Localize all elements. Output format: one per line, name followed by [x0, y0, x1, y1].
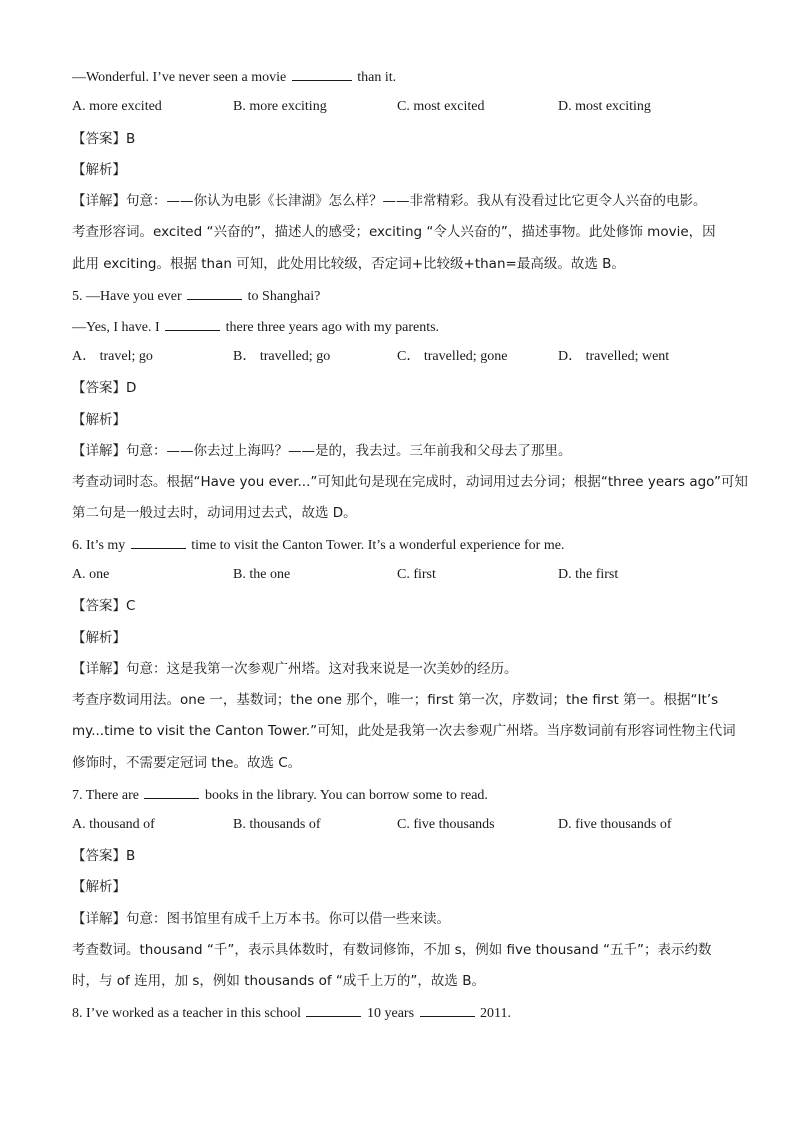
q5-blank-1 — [187, 286, 242, 300]
q6-detail-3: my...time to visit the Canton Tower.”可知，此处是我第一次去参观广州塔。当序数词前有形容词性物主代词 — [72, 723, 736, 739]
q4-stem-pre: —Wonderful. I’ve never seen a movie — [72, 70, 287, 85]
q8-stem — [72, 1003, 511, 1023]
q7-analysis: 【解析】 — [72, 879, 126, 895]
q4-blank — [292, 67, 352, 81]
q6-analysis: 【解析】 — [72, 630, 126, 646]
q5-option-b: B． travelled; go — [233, 349, 331, 364]
q4-analysis: 【解析】 — [72, 162, 126, 178]
q4-option-c: C. most excited — [397, 99, 485, 114]
q5-stem-2 — [72, 317, 439, 337]
q6-stem-pre: 6. It’s my — [72, 538, 126, 553]
q7-detail-1: 【详解】句意：图书馆里有成千上万本书。你可以借一些来读。 — [72, 911, 450, 927]
q4-detail-3: 此用 exciting。根据 than 可知，此处用比较级，否定词+比较级+than=最高级。故选 B。 — [72, 256, 625, 272]
q4-stem — [72, 67, 396, 87]
q6-option-c: C. first — [397, 567, 436, 582]
q5-detail-2: 考查动词时态。根据“Have you ever...”可知此句是现在完成时，动词用过去分词；根据“three years ago”可知 — [72, 474, 748, 490]
q8-stem-post: 2011. — [480, 1006, 512, 1021]
q5-stem-1-pre: 5. —Have you ever — [72, 289, 182, 304]
q4-option-d: D. most exciting — [558, 99, 651, 114]
q8-stem-mid: 10 years — [366, 1006, 415, 1021]
q5-blank-2 — [165, 317, 220, 331]
q4-option-b: B. more exciting — [233, 99, 327, 114]
q6-option-d: D. the first — [558, 567, 619, 582]
q7-option-d: D. five thousands of — [558, 817, 672, 832]
q5-stem-2-pre: —Yes, I have. I — [72, 320, 160, 335]
q6-blank — [131, 535, 186, 549]
q5-stem-1-post: to Shanghai? — [247, 289, 321, 304]
q7-answer: 【答案】B — [72, 848, 136, 864]
q6-option-b: B. the one — [233, 567, 291, 582]
q6-stem — [72, 535, 564, 555]
q4-answer: 【答案】B — [72, 131, 136, 147]
q6-options — [72, 566, 732, 584]
q5-stem-1 — [72, 286, 320, 306]
q7-blank — [144, 785, 199, 799]
q5-stem-2-post: there three years ago with my parents. — [225, 320, 440, 335]
q7-detail-3: 时，与 of 连用，加 s，例如 thousands of “成千上万的”，故选 B。 — [72, 973, 485, 989]
q5-option-c: C． travelled; gone — [397, 349, 508, 364]
q8-stem-pre: 8. I’ve worked as a teacher in this school — [72, 1006, 301, 1021]
q6-stem-post: time to visit the Canton Tower. It’s a wonderful experience for me. — [191, 538, 565, 553]
q5-options — [72, 348, 732, 366]
q8-blank-2 — [420, 1003, 475, 1017]
q7-option-a: A. thousand of — [72, 817, 155, 832]
q5-analysis: 【解析】 — [72, 412, 126, 428]
q6-detail-2: 考查序数词用法。one 一，基数词；the one 那个，唯一；first 第一次，序数词；the first 第一。根据“It’s — [72, 692, 719, 708]
q6-answer: 【答案】C — [72, 598, 136, 614]
q7-options — [72, 816, 732, 834]
q5-option-d: D． travelled; went — [558, 349, 670, 364]
q4-detail-1: 【详解】句意：——你认为电影《长津湖》怎么样？——非常精彩。我从有没看过比它更令人兴奋的电影。 — [72, 193, 707, 209]
q5-detail-1: 【详解】句意：——你去过上海吗？——是的，我去过。三年前我和父母去了那里。 — [72, 443, 572, 459]
q7-option-c: C. five thousands — [397, 817, 495, 832]
q7-detail-2: 考查数词。thousand “千”，表示具体数时，有数词修饰，不加 s，例如 five thousand “五千”；表示约数 — [72, 942, 712, 958]
q4-option-a: A. more excited — [72, 99, 162, 114]
q7-option-b: B. thousands of — [233, 817, 321, 832]
q4-stem-post: than it. — [357, 70, 397, 85]
q6-detail-1: 【详解】句意：这是我第一次参观广州塔。这对我来说是一次美妙的经历。 — [72, 661, 518, 677]
q6-option-a: A. one — [72, 567, 110, 582]
q5-detail-3: 第二句是一般过去时，动词用过去式，故选 D。 — [72, 505, 357, 521]
q7-stem-pre: 7. There are — [72, 788, 139, 803]
q4-options — [72, 98, 732, 116]
q6-detail-4: 修饰时，不需要定冠词 the。故选 C。 — [72, 755, 302, 771]
q7-stem-post: books in the library. You can borrow some to read. — [204, 788, 488, 803]
q5-option-a: A． travel; go — [72, 349, 153, 364]
q7-stem — [72, 785, 488, 805]
q8-blank-1 — [306, 1003, 361, 1017]
q4-detail-2: 考查形容词。excited “兴奋的”，描述人的感受；exciting “令人兴奋的”，描述事物。此处修饰 movie，因 — [72, 224, 716, 240]
q5-answer: 【答案】D — [72, 380, 137, 396]
